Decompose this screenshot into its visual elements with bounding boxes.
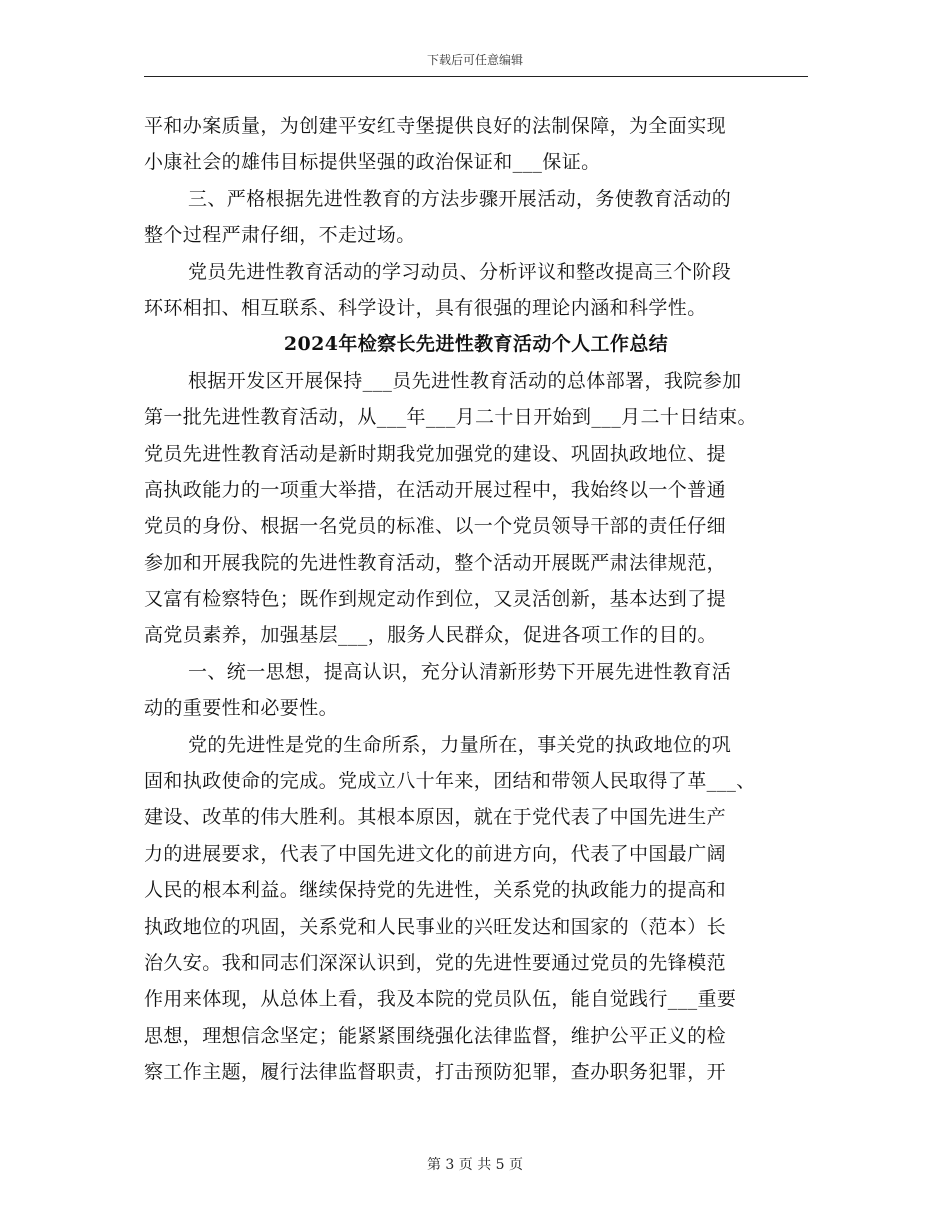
text-line: 高党员素养，加强基层___，服务人民群众，促进各项工作的目的。 [144,624,717,647]
text-line: 人民的根本利益。继续保持党的先进性，关系党的执政能力的提高和 [144,879,727,902]
text-line: 党的先进性是党的生命所系，力量所在，事关党的执政地位的巩 [188,733,732,756]
text-line: 第一批先进性教育活动，从___年___月二十日开始到___月二十日结束。 [144,406,757,429]
text-line: 高执政能力的一项重大举措，在活动开展过程中，我始终以一个普通 [144,478,727,501]
text-line: 根据开发区开展保持___员先进性教育活动的总体部署，我院参加 [188,369,742,392]
text-line: 固和执政使命的完成。党成立八十年来，团结和带领人民取得了革___、 [144,770,756,793]
text-line: 力的进展要求，代表了中国先进文化的前进方向，代表了中国最广阔 [144,842,727,865]
text-line: 一、统一思想，提高认识，充分认清新形势下开展先进性教育活 [188,660,732,683]
text-line: 三、严格根据先进性教育的方法步骤开展活动，务使教育活动的 [188,187,732,210]
text-line: 动的重要性和必要性。 [144,697,339,720]
text-line: 又富有检察特色；既作到规定动作到位，又灵活创新，基本达到了提 [144,588,727,611]
text-line: 平和办案质量，为创建平安红寺堡提供良好的法制保障，为全面实现 [144,115,727,137]
header-divider [144,76,808,77]
text-line: 执政地位的巩固，关系党和人民事业的兴旺发达和国家的（范本）长 [144,915,727,938]
page-number: 第 3 页 共 5 页 [426,1157,524,1173]
text-line: 环环相扣、相互联系、科学设计，具有很强的理论内涵和科学性。 [144,296,707,319]
text-line: 建设、改革的伟大胜利。其根本原因，就在于党代表了中国先进生产 [144,806,727,829]
text-line: 作用来体现，从总体上看，我及本院的党员队伍，能自觉践行___重要 [144,988,737,1011]
document-body [144,108,824,1091]
text-line: 察工作主题，履行法律监督职责，打击预防犯罪，查办职务犯罪，开 [144,1061,727,1084]
text-line: 党员先进性教育活动是新时期我党加强党的建设、巩固执政地位、提 [144,442,727,465]
text-line: 党员的身份、根据一名党员的标准、以一个党员领导干部的责任仔细 [144,515,727,538]
page-header-note: 下载后可任意编辑 [426,53,523,67]
text-line: 思想，理想信念坚定；能紧紧围绕强化法律监督，维护公平正义的检 [144,1024,727,1047]
text-line: 参加和开展我院的先进性教育活动，整个活动开展既严肃法律规范， [144,551,727,574]
text-line: 整个过程严肃仔细，不走过场。 [144,224,416,247]
text-line: 党员先进性教育活动的学习动员、分析评议和整改提高三个阶段 [188,260,732,283]
text-line: 小康社会的雄伟目标提供坚强的政治保证和___保证。 [144,151,601,174]
text-line: 治久安。我和同志们深深认识到，党的先进性要通过党员的先锋模范 [144,951,727,974]
section-title: 2024年检察长先进性教育活动个人工作总结 [283,333,669,356]
